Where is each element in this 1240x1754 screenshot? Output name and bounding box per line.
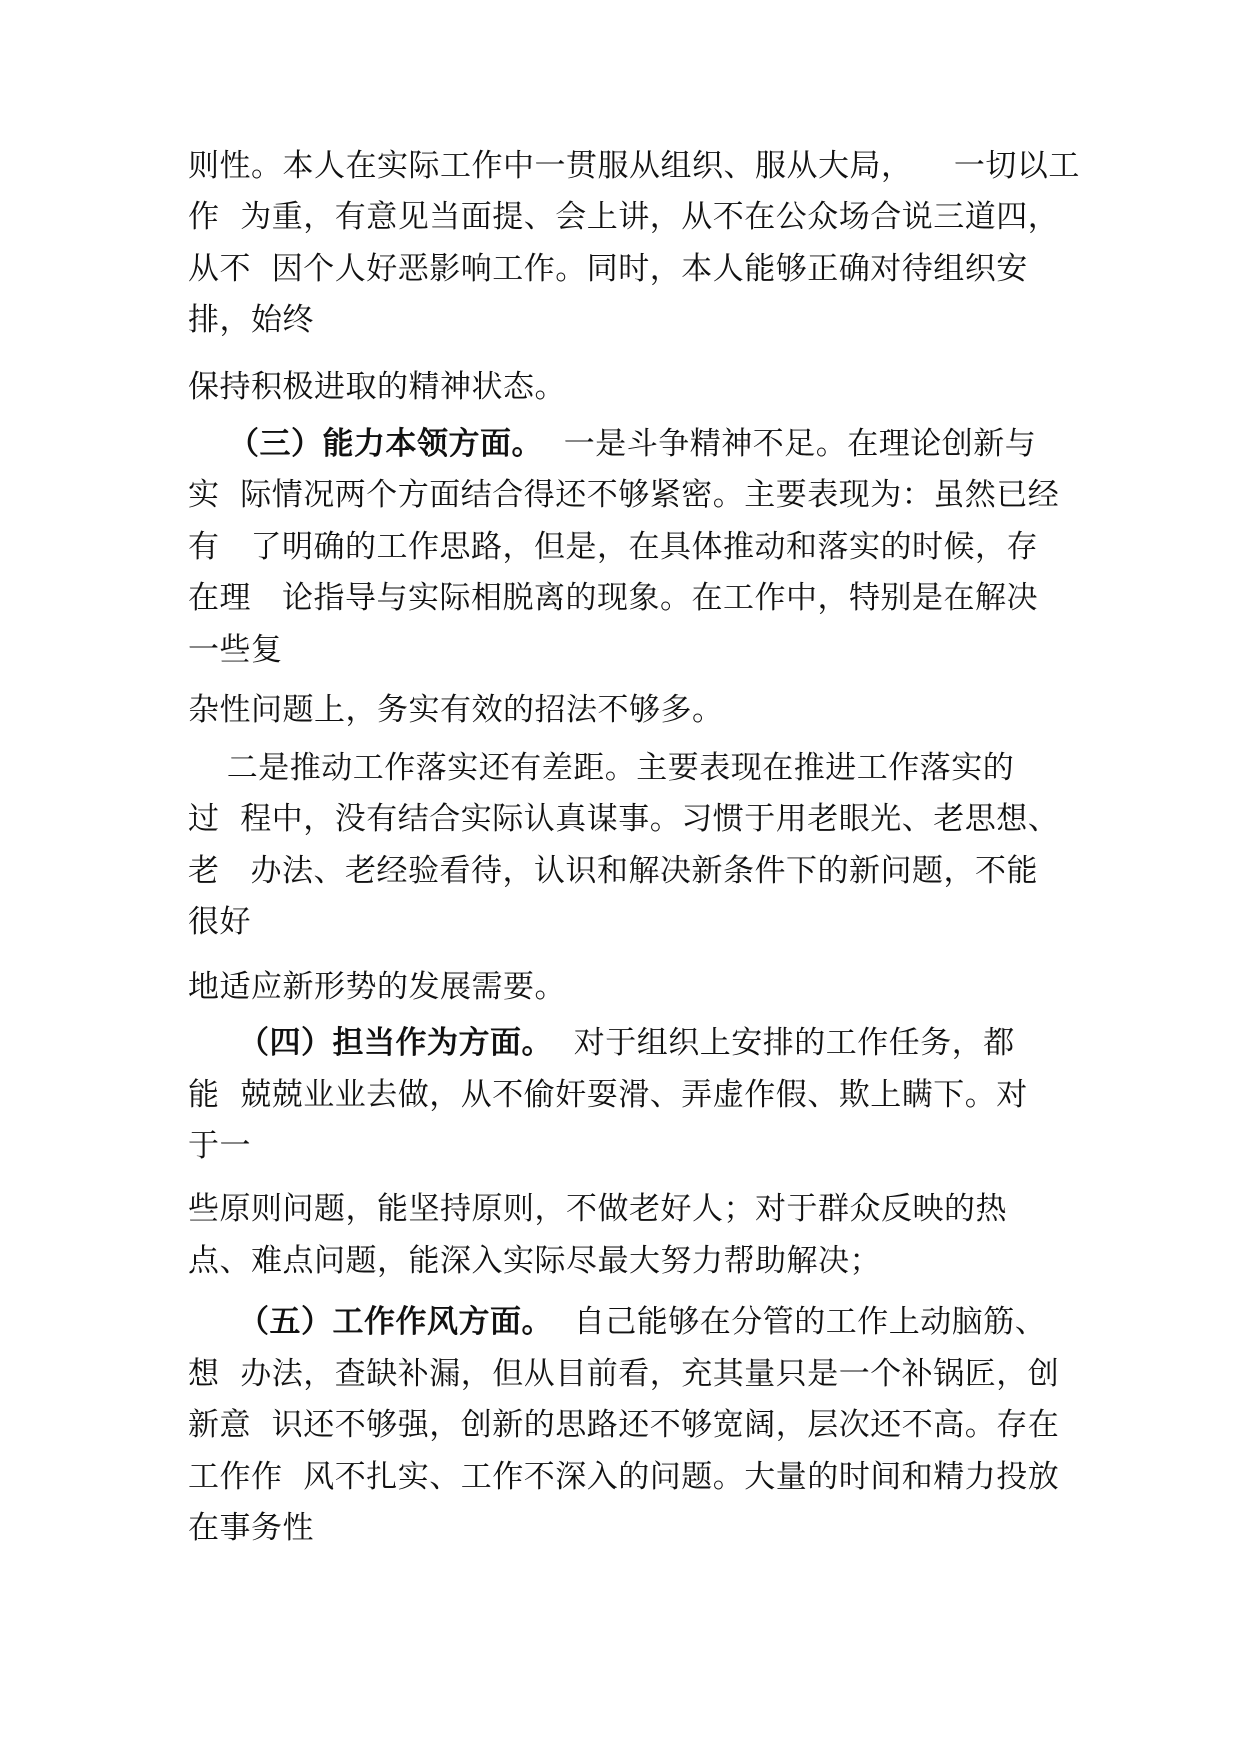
text-line: 作 为重，有意见当面提、会上讲，从不在公众场合说三道四， (188, 199, 1060, 235)
section-heading-3: （三）能力本领方面。 (228, 426, 543, 462)
text-line: 些原则问题，能坚持原则，不做老好人；对于群众反映的热 (188, 1191, 1007, 1227)
text-line: 点、难点问题，能深入实际尽最大努力帮助解决； (188, 1243, 881, 1279)
text-line: 在事务性 (188, 1510, 314, 1546)
text-line: 能 兢兢业业去做，从不偷奸耍滑、弄虚作假、欺上瞒下。对 (188, 1077, 1028, 1113)
text-line: 在理 论指导与实际相脱离的现象。在工作中，特别是在解决 (188, 580, 1039, 616)
text-line: 工作作 风不扎实、工作不深入的问题。大量的时间和精力投放 (188, 1459, 1060, 1495)
text-line: 老 办法、老经验看待，认识和解决新条件下的新问题，不能 (188, 853, 1039, 889)
text-run: 对于组织上安排的工作任务，都 (553, 1025, 1015, 1061)
text-line: 排，始终 (188, 302, 314, 338)
text-line: 实 际情况两个方面结合得还不够紧密。主要表现为：虽然已经 (188, 477, 1060, 513)
text-line: 二是推动工作落实还有差距。主要表现在推进工作落实的 (206, 750, 1015, 786)
text-line: 从不 因个人好恶影响工作。同时，本人能够正确对待组织安 (188, 251, 1028, 287)
text-line: 则性。本人在实际工作中一贯服从组织、服从大局， 一切以工 (188, 148, 1080, 184)
text-line: 过 程中，没有结合实际认真谋事。习惯于用老眼光、老思想、 (188, 801, 1060, 837)
text-line: 新意 识还不够强，创新的思路还不够宽阔，层次还不高。存在 (188, 1407, 1060, 1443)
text-line: 很好 (188, 904, 251, 940)
section-paragraph-start (238, 1021, 1015, 1065)
text-line: 地适应新形势的发展需要。 (188, 969, 566, 1005)
text-line: 一些复 (188, 632, 283, 668)
text-line: 保持积极进取的精神状态。 (188, 369, 566, 405)
text-run: 一是斗争精神不足。在理论创新与 (543, 426, 1037, 462)
text-run: 自己能够在分管的工作上动脑筋、 (553, 1304, 1047, 1340)
text-line: 想 办法，查缺补漏，但从目前看，充其量只是一个补锅匠，创 (188, 1356, 1060, 1392)
section-heading-4: （四）担当作为方面。 (238, 1025, 553, 1061)
text-line: 杂性问题上，务实有效的招法不够多。 (188, 692, 724, 728)
text-line: 于一 (188, 1128, 251, 1164)
section-paragraph-start (228, 422, 1036, 466)
text-line: 有 了明确的工作思路，但是，在具体推动和落实的时候，存 (188, 529, 1039, 565)
section-paragraph-start (238, 1300, 1046, 1344)
section-heading-5: （五）工作作风方面。 (238, 1304, 553, 1340)
